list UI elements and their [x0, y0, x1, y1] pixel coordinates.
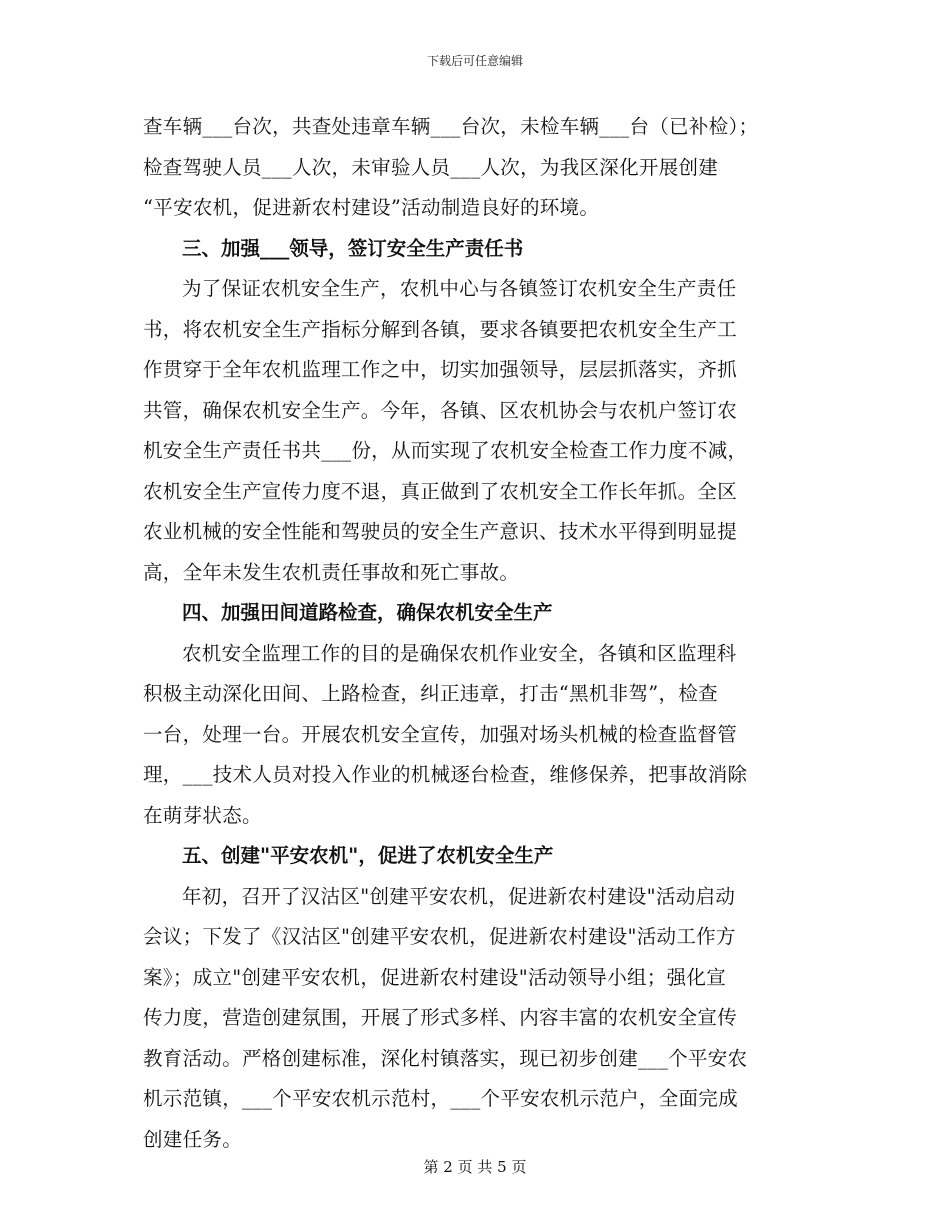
text-line: “平安农机，促进新农村建设”活动制造良好的环境。 — [143, 196, 600, 219]
paragraph — [143, 877, 809, 1161]
text-line: 农业机械的安全性能和驾驶员的安全生产意识、技术水平得到明显提 — [143, 520, 738, 543]
text-line: 检查驾驶人员___人次，未审验人员___人次，为我区深化开展创建 — [143, 155, 719, 179]
text-line: 理，___技术人员对投入作业的机械逐台检查，维修保养，把事故消除 — [143, 763, 748, 786]
text-line: 传力度，营造创建氛围，开展了形式多样、内容丰富的农机安全宣传 — [143, 1006, 738, 1029]
text-line: 创建任务。 — [143, 1127, 243, 1151]
text-line: 会议；下发了《汉沽区"创建平安农机，促进新农村建设"活动工作方 — [143, 925, 736, 948]
text-line: 农机安全生产宣传力度不退，真正做到了农机安全工作长年抓。全区 — [143, 479, 738, 503]
paragraph — [143, 107, 809, 229]
text-line: 为了保证农机安全生产，农机中心与各镇签订农机安全生产责任 — [182, 277, 737, 300]
text-line: 一台，处理一台。开展农机安全宣传，加强对场头机械的检查监督管 — [143, 722, 738, 746]
text-line: 机示范镇，___个平安农机示范村，___个平安农机示范户，全面完成 — [143, 1087, 738, 1110]
text-line: 高，全年未发生农机责任事故和死亡事故。 — [143, 560, 520, 584]
text-line: 书，将农机安全生产指标分解到各镇，要求各镇要把农机安全生产工 — [143, 317, 738, 341]
text-line: 积极主动深化田间、上路检查，纠正违章，打击“黑机非驾”，检查 — [143, 682, 718, 705]
text-line: 案》；成立"创建平安农机，促进新农村建设"活动领导小组；强化宣 — [143, 965, 726, 989]
paragraph — [143, 634, 809, 837]
text-line: 机安全生产责任书共___份，从而实现了农机安全检查工作力度不减， — [143, 439, 748, 462]
text-line: 教育活动。严格创建标准，深化村镇落实，现已初步创建___个平安农 — [143, 1046, 748, 1070]
section-heading: 四、加强田间道路检查，确保农机安全生产 — [182, 601, 553, 624]
text-line: 查车辆___台次，共查处违章车辆___台次，未检车辆___台（已补检）； — [143, 115, 759, 138]
page-number-footer: 第 2 页 共 5 页 — [423, 1158, 527, 1176]
text-line: 共管，确保农机安全生产。今年，各镇、区农机协会与农机户签订农 — [143, 398, 738, 422]
text-line: 农机安全监理工作的目的是确保农机作业安全，各镇和区监理科 — [182, 641, 737, 665]
text-line: 在萌芽状态。 — [143, 803, 262, 827]
page-header: 下载后可任意编辑 — [426, 54, 523, 68]
section-heading: 三、加强___领导，签订安全生产责任书 — [182, 236, 524, 260]
section-heading: 五、创建"平安农机"，促进了农机安全生产 — [182, 844, 554, 867]
document-body — [143, 107, 809, 1160]
paragraph — [143, 269, 809, 593]
text-line: 年初，召开了汉沽区"创建平安农机，促进新农村建设"活动启动 — [182, 884, 736, 908]
text-line: 作贯穿于全年农机监理工作之中，切实加强领导，层层抓落实，齐抓 — [143, 358, 738, 381]
